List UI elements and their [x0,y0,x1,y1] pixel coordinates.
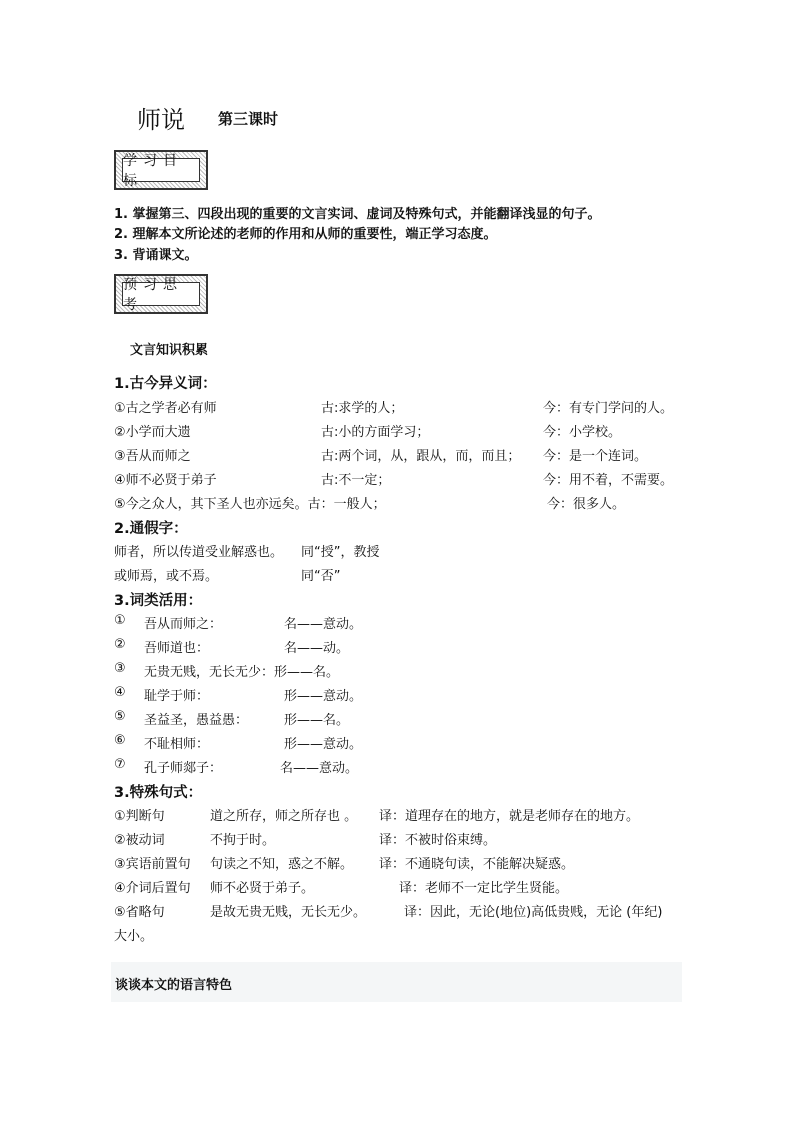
table-cell: 句读之不知，惑之不解。 [210,857,354,872]
list-number: ④ [114,685,126,700]
table-cell: 今：小学校。 [543,425,622,440]
section-box-label: 预习思考 [122,282,200,306]
section-heading: 1.古今异义词： [114,376,217,392]
language-feature-band [111,962,682,1002]
knowledge-heading: 文言知识积累 [130,343,209,358]
table-cell: ②小学而大遗 [114,425,191,440]
table-cell: ③宾语前置句 [114,857,191,872]
table-cell: ⑤省略句 [114,905,165,920]
table-cell: ②被动词 [114,833,165,848]
table-cell: 今：很多人。 [547,497,626,512]
table-cell: 译：不通晓句读，不能解决疑惑。 [379,857,575,872]
list-number: ③ [114,661,126,676]
table-cell: 古:求学的人； [321,401,404,416]
goal-item: 3. 背诵课文。 [114,248,198,263]
table-cell: 师者，所以传道受业解惑也。 [114,545,284,560]
section-heading: 3.词类活用： [114,593,203,609]
table-cell: 形——名。 [284,713,350,728]
table-cell: 译：道理存在的地方，就是老师存在的地方。 [379,809,640,824]
table-cell: 今：是一个连词。 [543,449,648,464]
table-cell: 名——动。 [284,641,350,656]
page-title: 师说 [137,106,185,134]
section-heading: 3.特殊句式： [114,785,203,801]
list-number: ⑦ [114,757,126,772]
table-cell: 孔子师郯子： [144,761,223,776]
table-cell: 译：不被时俗束缚。 [379,833,497,848]
table-cell: 译：老师不一定比学生贤能。 [399,881,569,896]
page-subtitle: 第三课时 [218,110,279,128]
table-cell: 耻学于师： [144,689,210,704]
table-cell: 不拘于时。 [210,833,276,848]
table-cell: 不耻相师： [144,737,210,752]
table-cell: 无贵无贱，无长无少：形——名。 [144,665,340,680]
table-cell: 名——意动。 [284,617,363,632]
list-number: ① [114,613,126,628]
section-box-learning-goals [114,150,208,190]
table-cell: 道之所存，师之所存也 。 [210,809,358,824]
table-cell: ④师不必贤于弟子 [114,473,217,488]
table-cell: ③吾从而师之 [114,449,191,464]
table-cell: 古:小的方面学习； [321,425,430,440]
table-cell: 吾师道也： [144,641,210,656]
table-cell: 同“否” [301,569,341,584]
table-cell: ①古之学者必有师 [114,401,217,416]
table-cell: 同“授”，教授 [301,545,380,560]
goal-item: 1. 掌握第三、四段出现的重要的文言实词、虚词及特殊句式，并能翻译浅显的句子。 [114,207,601,222]
table-cell: ④介词后置句 [114,881,191,896]
table-cell: 古:两个词，从，跟从，而，而且； [321,449,521,464]
band-heading: 谈谈本文的语言特色 [115,978,233,993]
table-cell: 形——意动。 [284,737,363,752]
table-cell: ⑤今之众人，其下圣人也亦远矣。古：一般人； [114,497,386,512]
list-number: ⑤ [114,709,126,724]
section-box-preview [114,274,208,314]
list-number: ② [114,637,126,652]
table-cell: 今：有专门学问的人。 [543,401,674,416]
table-cell: 吾从而师之： [144,617,223,632]
table-cell: 师不必贤于弟子。 [210,881,315,896]
table-cell: 或师焉，或不焉。 [114,569,219,584]
goal-item: 2. 理解本文所论述的老师的作用和从师的重要性，端正学习态度。 [114,227,497,242]
table-cell: 今：用不着，不需要。 [543,473,674,488]
section-box-label: 学习目标 [122,158,200,182]
table-cell: 古:不一定； [321,473,391,488]
table-cell: 形——意动。 [284,689,363,704]
continuation-text: 大小。 [114,929,154,944]
list-number: ⑥ [114,733,126,748]
table-cell: 是故无贵无贱，无长无少。 [210,905,367,920]
table-cell: ①判断句 [114,809,165,824]
table-cell: 译：因此，无论(地位)高低贵贱，无论 (年纪) [404,905,663,920]
table-cell: 圣益圣，愚益愚： [144,713,249,728]
table-cell: 名——意动。 [280,761,359,776]
section-heading: 2.通假字： [114,521,188,537]
